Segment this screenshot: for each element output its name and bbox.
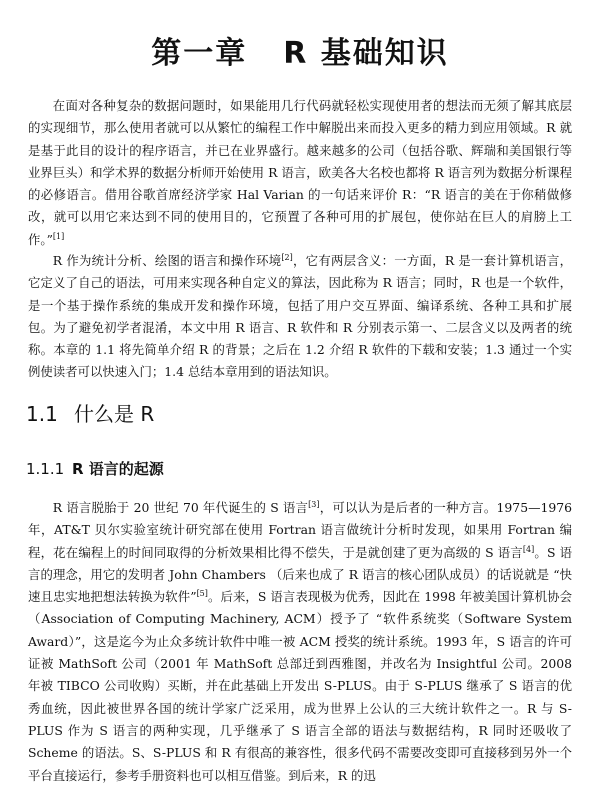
- body-paragraph: [28, 497, 572, 787]
- chapter-name: R 基础知识: [283, 36, 449, 72]
- intro-paragraph-1: [28, 95, 572, 251]
- citation-4: [4]: [522, 544, 535, 554]
- citation-1: [1]: [52, 231, 65, 241]
- intro-paragraph-1-text: 在面对各种复杂的数据问题时，如果能用几行代码就轻松实现使用者的想法而无须了解其底层的实现细节，那么使用者就可以从繁忙的编程工作中解脱出来而投入更多的精力到应用领域。R 就是基于此目的设计的程序语言，并已在业界盛行。越来越多的公司（包括谷歌、辉瑞和美国银行等业界巨头）和学术界的数据分析师开始使用 R 语言，欧美各大名校也都将 R 语言列为数据分析课程的必修语言。借用谷歌首席经济学家 Hal Varian 的一句话来评价 R：“R 语言的美在于你稍做修改，就可以用它来达到不同的使用目的，它预置了各种可用的扩展包，使你站在巨人的肩膀上工作。”: [28, 98, 572, 247]
- body-text-1: R 语言脱胎于 20 世纪 70 年代诞生的 S 语言: [52, 500, 309, 515]
- body-text-3: 。S 语言的理念，用它的发明者 John Chambers （后来也成了 R 语言的核心团队成员）的话说就是 “快速且忠实地把想法转换为软件”: [28, 544, 572, 605]
- intro-paragraph-2: [28, 250, 572, 384]
- subsection-title: R 语言的起源: [72, 460, 164, 478]
- citation-2: [2]: [281, 252, 293, 262]
- chapter-title: [0, 28, 600, 72]
- citation-5: [5]: [196, 589, 208, 599]
- body-text-4: 。后来，S 语言表现极为优秀，因此在 1998 年被美国计算机协会（Association of Computing Machinery, ACM）授予了 “软件系统奖（Software System Award）”，这是迄今为止众多统计软件中唯一被 ACM 授奖的统计系统。1993 年，S 语言的许可证被 MathSoft 公司（2001 年 MathSoft 总部迁到西雅图，并改名为 Insightful 公司。2008 年被 TIBCO 公司收购）买断，并在此基础上开发出 S-PLUS。由于 S-PLUS 继承了 S 语言的优秀血统，因此被世界各国的统计学家广泛采用，成为世界上公认的三大统计软件之一。R 与 S-PLUS 作为 S 语言的两种实现，几乎继承了 S 语言全部的语法与数据结构，R 同时还吸收了 Scheme 的语法。S、S-PLUS 和 R 有很高的兼容性，很多代码不需要改变即可直接移到另外一个平台直接运行，参考手册资料也可以相互借鉴。到后来，R 的迅: [28, 589, 572, 783]
- section-number: 1.1: [26, 402, 58, 426]
- intro-paragraph-2-text-b: ，它有两层含义：一方面，R 是一套计算机语言，它定义了自己的语法，可用来实现各种自定义的算法，因此称为 R 语言；同时，R 也是一个软件，是一个基于操作系统的集成开发和操作环境，包括了用户交互界面、编译系统、各种工具和扩展包。为了避免初学者混淆，本文中用 R 语言、R 软件和 R 分别表示第一、二层含义以及两者的统称。本章的 1.1 将先简单介绍 R 的背景；之后在 1.2 介绍 R 软件的下载和安装；1.3 通过一个实例使读者可以快速入门；1.4 总结本章用到的语法知识。: [28, 253, 572, 380]
- body-text-2: ，可以认为是后者的一种方言。1975—1976 年，AT&T 贝尔实验室统计研究部在使用 Fortran 语言做统计分析时发现，如果用 Fortran 编程，花在编程上的时间同取得的分析效果相比得不偿失，于是就创建了更为高级的 S 语言: [28, 500, 572, 560]
- section-heading: [26, 398, 154, 427]
- citation-3: [3]: [308, 499, 320, 509]
- subsection-number: 1.1.1: [26, 460, 65, 478]
- subsection-heading: [26, 458, 164, 479]
- section-title: 什么是 R: [74, 402, 155, 426]
- intro-paragraph-2-text-a: R 作为统计分析、绘图的语言和操作环境: [52, 253, 282, 268]
- chapter-number: 第一章: [151, 36, 248, 72]
